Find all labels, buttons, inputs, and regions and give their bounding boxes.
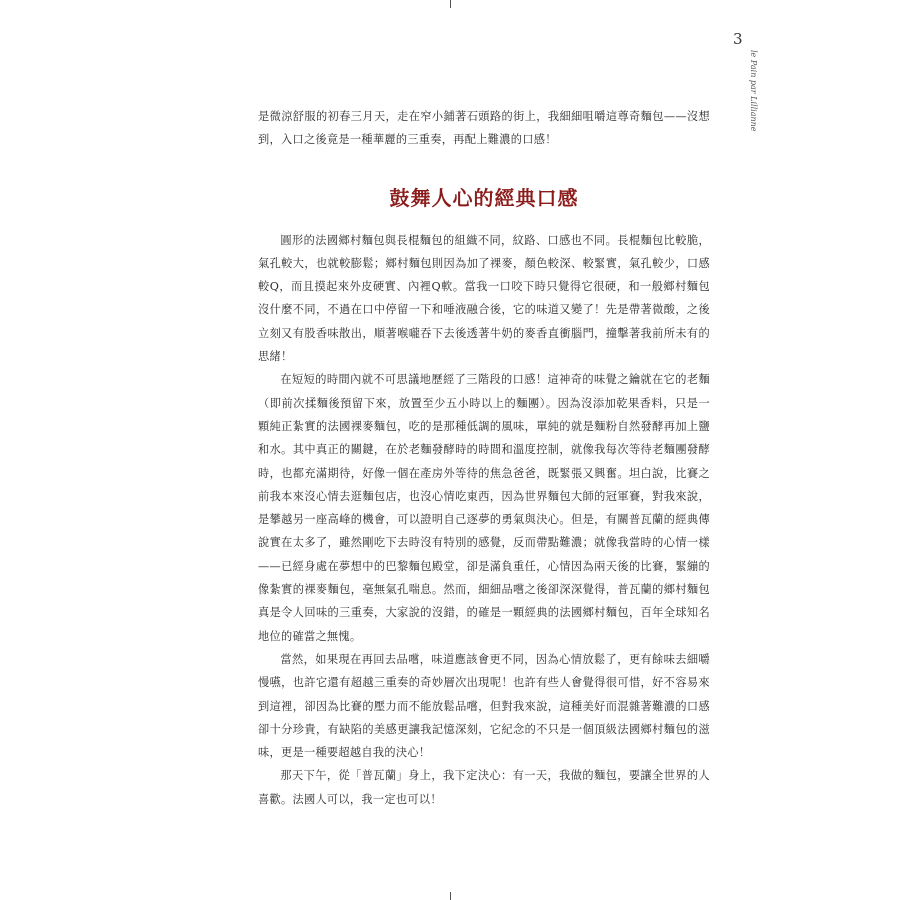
body-paragraph-4: 那天下午，從「普瓦蘭」身上，我下定決心：有一天，我做的麵包，要讓全世界的人喜歡。法國人可以，我一定也可以！	[258, 769, 710, 806]
crop-mark-bottom	[450, 892, 451, 900]
intro-paragraph: 是微涼舒服的初春三月天，走在窄小鋪著石頭路的街上，我細細咀嚼這尊奇麵包——沒想到，入口之後竟是一種華麗的三重奏，再配上難濃的口感！	[258, 110, 710, 147]
running-head: le Pain par Lillianne	[749, 50, 758, 132]
body-paragraph-2: 在短短的時間內就不可思議地歷經了三階段的口感！這神奇的味覺之鑰就在它的老麵（即前次揉麵後預留下來，放置至少五小時以上的麵團）。因為沒添加乾果香料，只是一顆純正紮實的法國裸麥麵包，吃的是那種低調的風味，單純的就是麵粉自然發酵再加上鹽和水。其中真正的關鍵，在於老麵發酵時的時間和溫度控制，就像我每次等待老麵團發酵時，也都充滿期待，好像一個在產房外等待的焦急爸爸，既緊張又興奮。坦白說，比賽之前我本來沒心情去逛麵包店，也沒心情吃東西，因為世界麵包大師的冠軍賽，對我來說，是攀越另一座高峰的機會，可以證明自己逐夢的勇氣與決心。但是，有關普瓦蘭的經典傳說實在太多了，雖然剛吃下去時沒有特別的感覺，反而帶點難濃；就像我當時的心情一樣——已經身處在夢想中的巴黎麵包殿堂，卻是滿負重任，心情因為兩天後的比賽，緊繃的像紮實的裸麥麵包，毫無氣孔喘息。然而，細細品嚐之後卻深深覺得，普瓦蘭的鄉村麵包真是令人回味的三重奏，大家說的沒錯，的確是一顆經典的法國鄉村麵包，百年全球知名地位的確當之無愧。	[258, 373, 710, 643]
crop-mark-top	[450, 0, 451, 8]
page-number: 3	[733, 30, 743, 48]
body-paragraph-3: 當然，如果現在再回去品嚐，味道應該會更不同，因為心情放鬆了，更有餘味去細嚼慢嚥，也許它還有超越三重奏的奇妙層次出現呢！也許有些人會覺得很可惜，好不容易來到這裡，卻因為比賽的壓力而不能放鬆品嚐，但對我來說，這種美好而混雜著難濃的口感卻十分珍貴，有缺陷的美感更讓我記憶深刻，它紀念的不只是一個頂級法國鄉村麵包的滋味，更是一種要超越自我的決心！	[258, 652, 710, 760]
page-body	[258, 105, 710, 811]
body-paragraph-1: 圓形的法國鄉村麵包與長棍麵包的組織不同，紋路、口感也不同。長棍麵包比較脆，氣孔較大，也就較膨鬆；鄉村麵包則因為加了裸麥，顏色較深、較緊實，氣孔較少，口感較Q，而且摸起來外皮硬實、內裡Q軟。當我一口咬下時只覺得它很硬，和一般鄉村麵包沒什麼不同，不過在口中停留一下和唾液融合後，它的味道又變了！先是帶著微酸，之後立刻又有股香味散出，順著喉嚨吞下去後透著牛奶的麥香直衝腦門，撞擊著我前所未有的思緒！	[258, 233, 710, 364]
section-title: 鼓舞人心的經典口感	[389, 185, 579, 210]
